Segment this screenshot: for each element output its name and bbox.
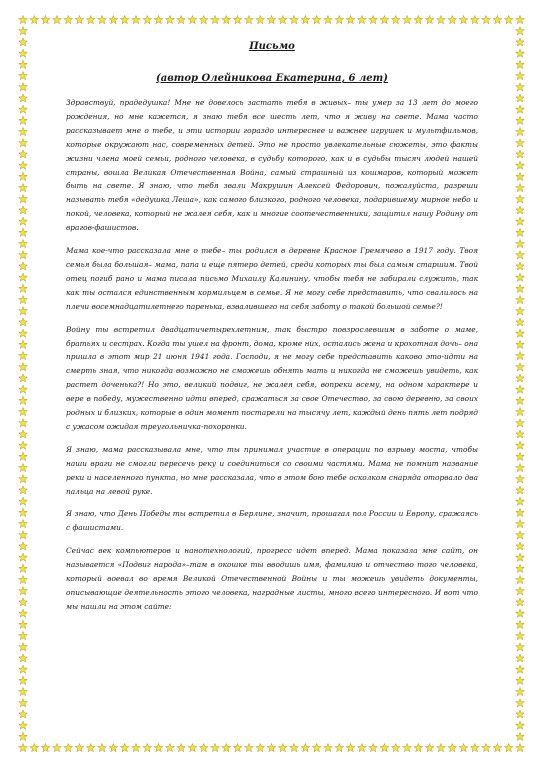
- star-icon: [19, 609, 28, 617]
- star-icon: [516, 721, 525, 729]
- star-icon: [482, 743, 491, 751]
- star-icon: [516, 575, 525, 583]
- star-icon: [516, 150, 525, 158]
- star-icon: [391, 743, 400, 751]
- star-icon: [516, 665, 525, 673]
- star-icon: [245, 15, 254, 23]
- star-icon: [267, 743, 276, 751]
- star-icon: [19, 587, 28, 595]
- star-icon: [199, 15, 208, 23]
- star-icon: [19, 699, 28, 707]
- star-icon: [516, 307, 525, 315]
- star-icon: [516, 116, 525, 124]
- star-icon: [516, 206, 525, 214]
- star-icon: [335, 15, 344, 23]
- star-icon: [516, 139, 525, 147]
- star-icon: [516, 329, 525, 337]
- star-icon: [19, 49, 28, 57]
- star-icon: [19, 665, 28, 673]
- star-icon: [188, 15, 197, 23]
- star-icon: [516, 687, 525, 695]
- star-icon: [312, 15, 321, 23]
- star-icon: [19, 519, 28, 527]
- star-icon: [516, 564, 525, 572]
- star-icon: [516, 318, 525, 326]
- star-icon: [516, 127, 525, 135]
- star-icon: [516, 251, 525, 259]
- star-icon: [516, 587, 525, 595]
- star-icon: [19, 273, 28, 281]
- star-icon: [19, 564, 28, 572]
- star-icon: [19, 654, 28, 662]
- star-icon: [64, 15, 73, 23]
- star-icon: [516, 374, 525, 382]
- star-icon: [516, 363, 525, 371]
- star-icon: [19, 407, 28, 415]
- star-icon: [19, 643, 28, 651]
- star-icon: [19, 307, 28, 315]
- star-icon: [516, 732, 525, 740]
- star-icon: [516, 497, 525, 505]
- star-icon: [19, 161, 28, 169]
- star-icon: [516, 598, 525, 606]
- star-icon: [493, 743, 502, 751]
- star-icon: [301, 15, 310, 23]
- star-icon: [403, 743, 412, 751]
- star-icon: [53, 15, 62, 23]
- star-icon: [516, 228, 525, 236]
- star-icon: [154, 743, 163, 751]
- star-icon: [380, 743, 389, 751]
- paragraph-5: Я знаю, что День Победы ты встретил в Берлине, значит, прошагал пол России и Европу, сражаясь с фашистами.: [66, 509, 478, 533]
- star-icon: [143, 743, 152, 751]
- star-icon: [516, 441, 525, 449]
- star-icon: [324, 15, 333, 23]
- star-icon: [132, 743, 141, 751]
- star-icon: [188, 743, 197, 751]
- star-icon: [19, 732, 28, 740]
- star-icon: [516, 60, 525, 68]
- star-icon: [19, 687, 28, 695]
- star-icon: [19, 419, 28, 427]
- star-icon: [19, 575, 28, 583]
- star-icon: [19, 721, 28, 729]
- star-icon: [19, 139, 28, 147]
- star-icon: [278, 15, 287, 23]
- star-icon: [120, 15, 129, 23]
- star-icon: [120, 743, 129, 751]
- star-icon: [516, 273, 525, 281]
- star-icon: [19, 463, 28, 471]
- star-icon: [19, 486, 28, 494]
- star-icon: [516, 49, 525, 57]
- star-icon: [278, 743, 287, 751]
- star-icon: [19, 553, 28, 561]
- star-icon: [516, 676, 525, 684]
- star-icon: [19, 340, 28, 348]
- star-icon: [19, 430, 28, 438]
- star-icon: [516, 407, 525, 415]
- star-icon: [30, 743, 39, 751]
- star-icon: [19, 27, 28, 35]
- star-icon: [459, 15, 468, 23]
- star-icon: [290, 743, 299, 751]
- star-icon: [437, 15, 446, 23]
- star-icon: [369, 15, 378, 23]
- star-icon: [324, 743, 333, 751]
- star-icon: [403, 15, 412, 23]
- star-icon: [516, 463, 525, 471]
- star-icon: [75, 15, 84, 23]
- star-icon: [211, 15, 220, 23]
- star-icon: [19, 239, 28, 247]
- star-icon: [177, 15, 186, 23]
- star-icon: [19, 228, 28, 236]
- star-icon: [470, 15, 479, 23]
- star-icon: [19, 183, 28, 191]
- star-icon: [516, 385, 525, 393]
- star-icon: [516, 654, 525, 662]
- star-icon: [86, 15, 95, 23]
- star-icon: [516, 452, 525, 460]
- paragraph-2: Мама кое-что рассказала мне о тебе– ты родился в деревне Красное Гремячево в 1917 году. Твоя семья была большая– мама, папа и еще пятеро детей, среди которых ты был самым старшим. Твой отец погиб рано и мама писала письмо Михаилу Калинину, чтобы тебя не забирали служить, так как ты остался единственным кормильцем в семье. Я не могу себе представить, что свалилось на плечи восемнадцатилетнего паренька, взвалившего на себя заботу о такой большой семье?!: [66, 246, 478, 311]
- star-icon: [516, 239, 525, 247]
- star-icon: [493, 15, 502, 23]
- star-icon: [86, 743, 95, 751]
- star-icon: [301, 743, 310, 751]
- star-icon: [19, 374, 28, 382]
- star-icon: [414, 743, 423, 751]
- star-icon: [346, 743, 355, 751]
- star-icon: [335, 743, 344, 751]
- star-icon: [516, 27, 525, 35]
- star-icon: [516, 183, 525, 191]
- star-icon: [222, 743, 231, 751]
- star-icon: [233, 743, 242, 751]
- star-icon: [19, 71, 28, 79]
- star-icon: [19, 676, 28, 684]
- star-icon: [41, 743, 50, 751]
- star-icon: [516, 262, 525, 270]
- star-icon: [143, 15, 152, 23]
- star-icon: [312, 743, 321, 751]
- star-icon: [19, 542, 28, 550]
- star-icon: [267, 15, 276, 23]
- star-icon: [109, 15, 118, 23]
- star-icon: [19, 60, 28, 68]
- star-icon: [245, 743, 254, 751]
- star-icon: [516, 340, 525, 348]
- star-icon: [19, 284, 28, 292]
- paragraph-1: Здравствуй, прадедушка! Мне не довелось застать тебя в живых– ты умер за 13 лет до моего рождения, но мне кажется, я знаю тебя все шесть лет, что я живу на свете. Мама часто рассказывает мне о тебе, и эти истории гораздо интереснее и важнее игрушек и мультфильмов, которые окружают нас, современных детей. Это не просто увлекательные сюжеты, это факты жизни члена моей семьи, родного человека, в судьбу которого, как и в судьбы тысяч людей нашей страны, вошла Великая Отечественная Война, самый страшный из кошмаров, который может быть на свете. Я знаю, что тебя звали Макрушин Алексей Федорович, пожалуйста, разреши называть тебя «дедушка Леша», как самого близкого, родного человека, подарившему мирное небо и покой, человека, который не жалея себя, как и многие соотечественники, защитил нашу Родину от врагов-фашистов.: [66, 98, 478, 233]
- star-icon: [19, 396, 28, 404]
- star-icon: [516, 83, 525, 91]
- star-icon: [470, 743, 479, 751]
- star-icon: [222, 15, 231, 23]
- star-icon: [516, 105, 525, 113]
- star-icon: [256, 15, 265, 23]
- star-icon: [19, 497, 28, 505]
- star-icon: [211, 743, 220, 751]
- star-icon: [516, 94, 525, 102]
- star-icon: [19, 631, 28, 639]
- star-icon: [516, 508, 525, 516]
- star-icon: [516, 430, 525, 438]
- star-icon: [19, 38, 28, 46]
- star-icon: [154, 15, 163, 23]
- star-icon: [75, 743, 84, 751]
- star-icon: [448, 743, 457, 751]
- star-icon: [516, 553, 525, 561]
- star-icon: [98, 15, 107, 23]
- star-icon: [516, 609, 525, 617]
- star-icon: [53, 743, 62, 751]
- star-icon: [516, 531, 525, 539]
- star-icon: [19, 452, 28, 460]
- star-icon: [19, 363, 28, 371]
- star-icon: [516, 217, 525, 225]
- star-icon: [504, 15, 513, 23]
- star-icon: [19, 710, 28, 718]
- star-icon: [516, 396, 525, 404]
- star-icon: [391, 15, 400, 23]
- star-icon: [414, 15, 423, 23]
- star-icon: [19, 83, 28, 91]
- star-icon: [516, 631, 525, 639]
- star-icon: [459, 743, 468, 751]
- star-icon: [19, 150, 28, 158]
- star-icon: [165, 15, 174, 23]
- star-icon: [19, 15, 28, 23]
- star-icon: [30, 15, 39, 23]
- star-icon: [516, 475, 525, 483]
- star-icon: [19, 295, 28, 303]
- star-icon: [516, 542, 525, 550]
- star-icon: [19, 385, 28, 393]
- star-icon: [516, 486, 525, 494]
- star-icon: [19, 351, 28, 359]
- star-icon: [19, 116, 28, 124]
- star-icon: [369, 743, 378, 751]
- star-icon: [41, 15, 50, 23]
- letter-title: Письмо: [249, 41, 295, 52]
- star-icon: [448, 15, 457, 23]
- star-icon: [357, 743, 366, 751]
- star-icon: [109, 743, 118, 751]
- star-icon: [19, 620, 28, 628]
- letter-author: (автор Олейникова Екатерина, 6 лет): [156, 73, 388, 84]
- star-icon: [516, 284, 525, 292]
- star-icon: [346, 15, 355, 23]
- star-icon: [516, 351, 525, 359]
- star-icon: [132, 15, 141, 23]
- star-icon: [19, 172, 28, 180]
- star-icon: [425, 15, 434, 23]
- star-icon: [425, 743, 434, 751]
- star-icon: [19, 531, 28, 539]
- star-icon: [482, 15, 491, 23]
- star-icon: [290, 15, 299, 23]
- star-icon: [19, 127, 28, 135]
- star-icon: [357, 15, 366, 23]
- star-icon: [98, 743, 107, 751]
- star-icon: [256, 743, 265, 751]
- star-icon: [516, 710, 525, 718]
- star-icon: [516, 699, 525, 707]
- paragraph-6: Сейчас век компьютеров и нанотехнологий, прогресс идет вперед. Мама показала мне сайт, он называется «Подвиг народа»–там в окошке ты вводишь имя, фамилию и отчество того человека, который воевал во время Великой Отечественной Войны и ты можешь увидеть документы, описывающие деятельность этого человека, наградные листы, много всего интересного. И вот что мы нашли на этом сайте:: [66, 546, 478, 611]
- star-icon: [19, 329, 28, 337]
- star-icon: [516, 643, 525, 651]
- star-icon: [19, 598, 28, 606]
- star-icon: [516, 38, 525, 46]
- star-icon: [516, 195, 525, 203]
- star-icon: [516, 172, 525, 180]
- star-icon: [516, 71, 525, 79]
- star-icon: [19, 195, 28, 203]
- star-icon: [19, 508, 28, 516]
- star-icon: [516, 743, 525, 751]
- star-icon: [516, 15, 525, 23]
- star-icon: [437, 743, 446, 751]
- star-icon: [64, 743, 73, 751]
- paragraph-4: Я знаю, мама рассказывала мне, что ты принимал участие в операции по взрыву моста, чтобы наши враги не смогли пересечь реку и соединиться со своими частями. Мама не помнит название реки и населенного пункта, но мне рассказала, что в этом бою тебе осколком снаряда оторвало два пальца на левой руке.: [66, 444, 478, 496]
- star-icon: [19, 94, 28, 102]
- star-icon: [165, 743, 174, 751]
- star-icon: [177, 743, 186, 751]
- star-icon: [233, 15, 242, 23]
- star-icon: [19, 318, 28, 326]
- star-icon: [516, 419, 525, 427]
- star-icon: [19, 217, 28, 225]
- star-icon: [516, 161, 525, 169]
- star-icon: [516, 620, 525, 628]
- star-icon: [19, 441, 28, 449]
- star-icon: [516, 519, 525, 527]
- star-icon: [516, 295, 525, 303]
- star-icon: [380, 15, 389, 23]
- star-icon: [19, 206, 28, 214]
- star-icon: [19, 743, 28, 751]
- star-icon: [199, 743, 208, 751]
- star-icon: [19, 475, 28, 483]
- star-icon: [19, 262, 28, 270]
- star-icon: [19, 105, 28, 113]
- star-icon: [19, 251, 28, 259]
- paragraph-3: Войну ты встретил двадцатичетырехлетним, так быстро повзрослевшим в заботе о маме, братьях и сестрах. Когда ты ушел на фронт, дома, кроме них, остались жена и крохотная дочь– она пришла в этот мир 21 июня 1941 года. Господи, я не могу себе представить каково это-идти на смерть зная, что никогда возможно не сможешь обнять мать и никогда не сможешь увидеть, как растет доченька?! Но это, великий подвиг, не жалея себя, вопреки всему, на одном характере и вере в победу, мужественно идти вперед, сражаться за свое Отечество, за свою деревню, за своих родных и близких, которые в один момент постарели на тысячу лет, каждый день пять лет подряд с ужасом ожидая треугольничка-похоронки.: [66, 324, 478, 431]
- letter-content: [66, 40, 478, 623]
- star-icon: [504, 743, 513, 751]
